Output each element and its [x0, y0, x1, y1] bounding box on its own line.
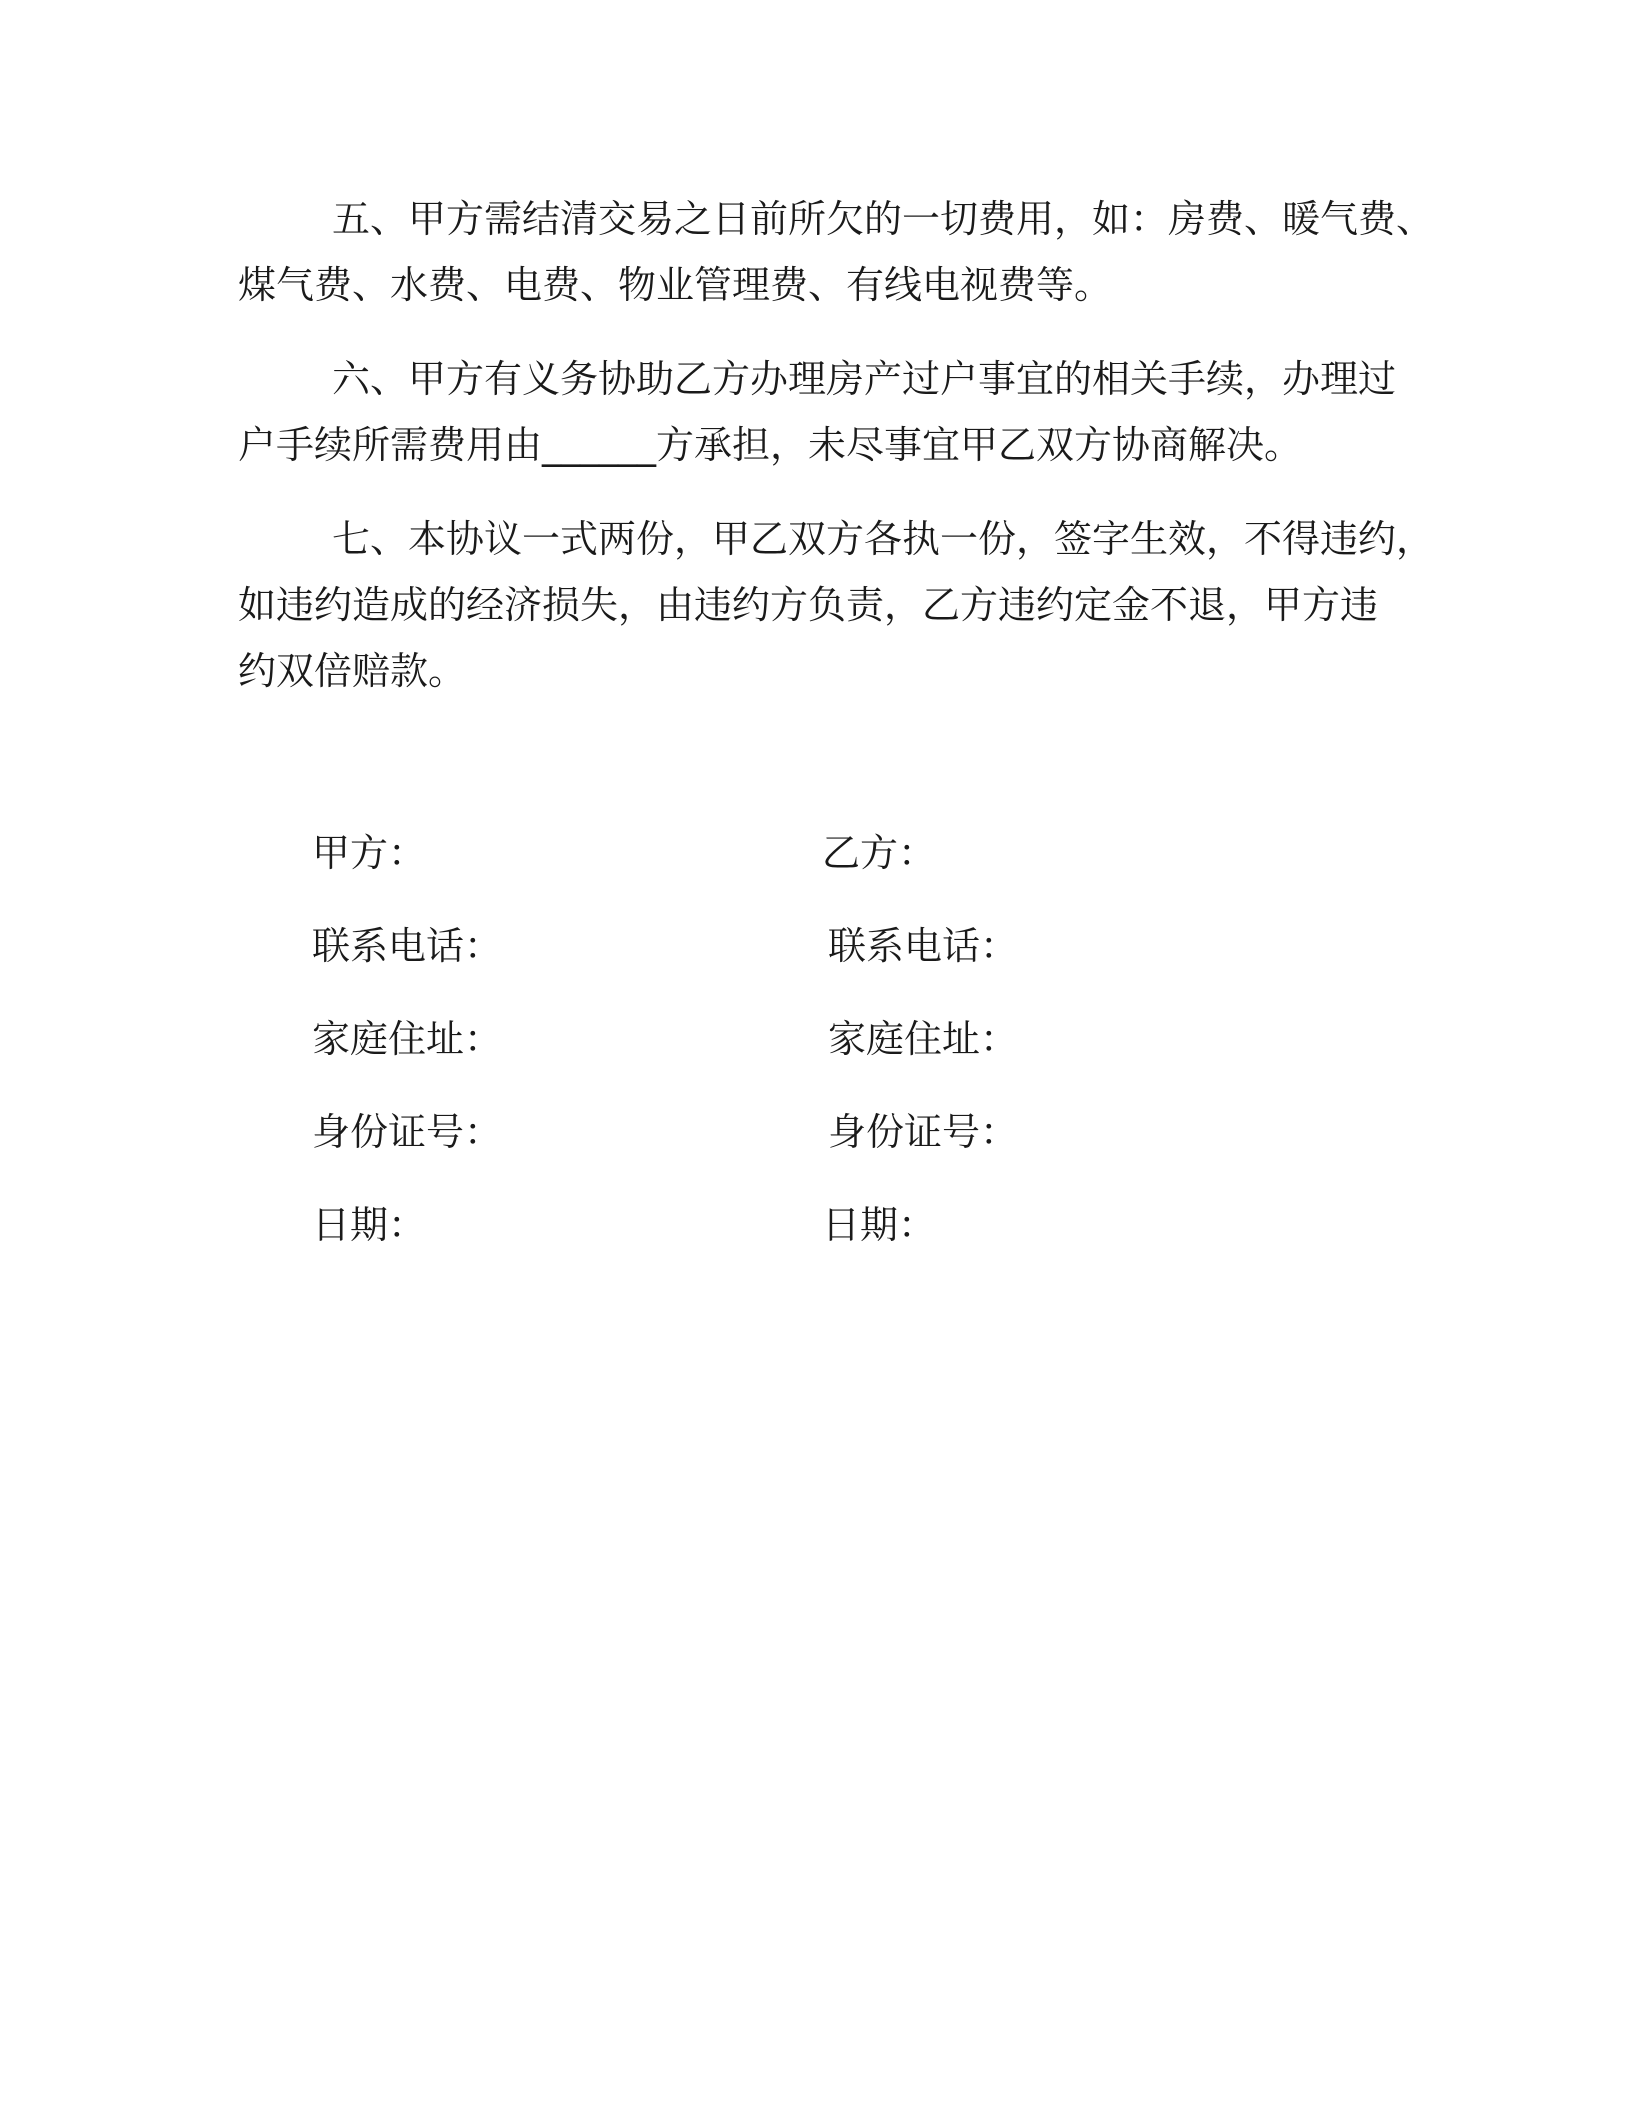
clause-6-line-2: 户手续所需费用由______方承担，未尽事宜甲乙双方协商解决。: [238, 423, 1303, 467]
party-a-date-label: 日期：: [312, 1203, 427, 1247]
party-a-name-label: 甲方：: [312, 831, 427, 875]
party-b-date-label: 日期：: [822, 1203, 937, 1247]
clause-6: [238, 346, 1408, 478]
clause-7-line-2: 如违约造成的经济损失，由违约方负责，乙方违约定金不退，甲方违: [238, 583, 1379, 627]
party-a-address-label: 家庭住址：: [312, 1017, 503, 1061]
clause-7-line-1: 七、本协议一式两份，甲乙双方各执一份，签字生效，不得违约，: [332, 517, 1435, 561]
clause-5-line-2: 煤气费、水费、电费、物业管理费、有线电视费等。: [238, 263, 1113, 307]
clause-5: [238, 186, 1435, 318]
clause-7: [238, 506, 1435, 704]
party-b-name-label: 乙方：: [822, 831, 937, 875]
party-b-phone-label: 联系电话：: [828, 924, 1019, 968]
clause-7-line-3: 约双倍赔款。: [238, 649, 467, 693]
party-b-id-label: 身份证号：: [828, 1110, 1019, 1154]
clause-5-line-1: 五、甲方需结清交易之日前所欠的一切费用，如：房费、暖气费、: [332, 197, 1435, 241]
party-a-phone-label: 联系电话：: [312, 924, 503, 968]
party-a-id-label: 身份证号：: [312, 1110, 503, 1154]
clause-6-line-1: 六、甲方有义务协助乙方办理房产过户事宜的相关手续，办理过: [332, 357, 1397, 401]
party-b-address-label: 家庭住址：: [828, 1017, 1019, 1061]
